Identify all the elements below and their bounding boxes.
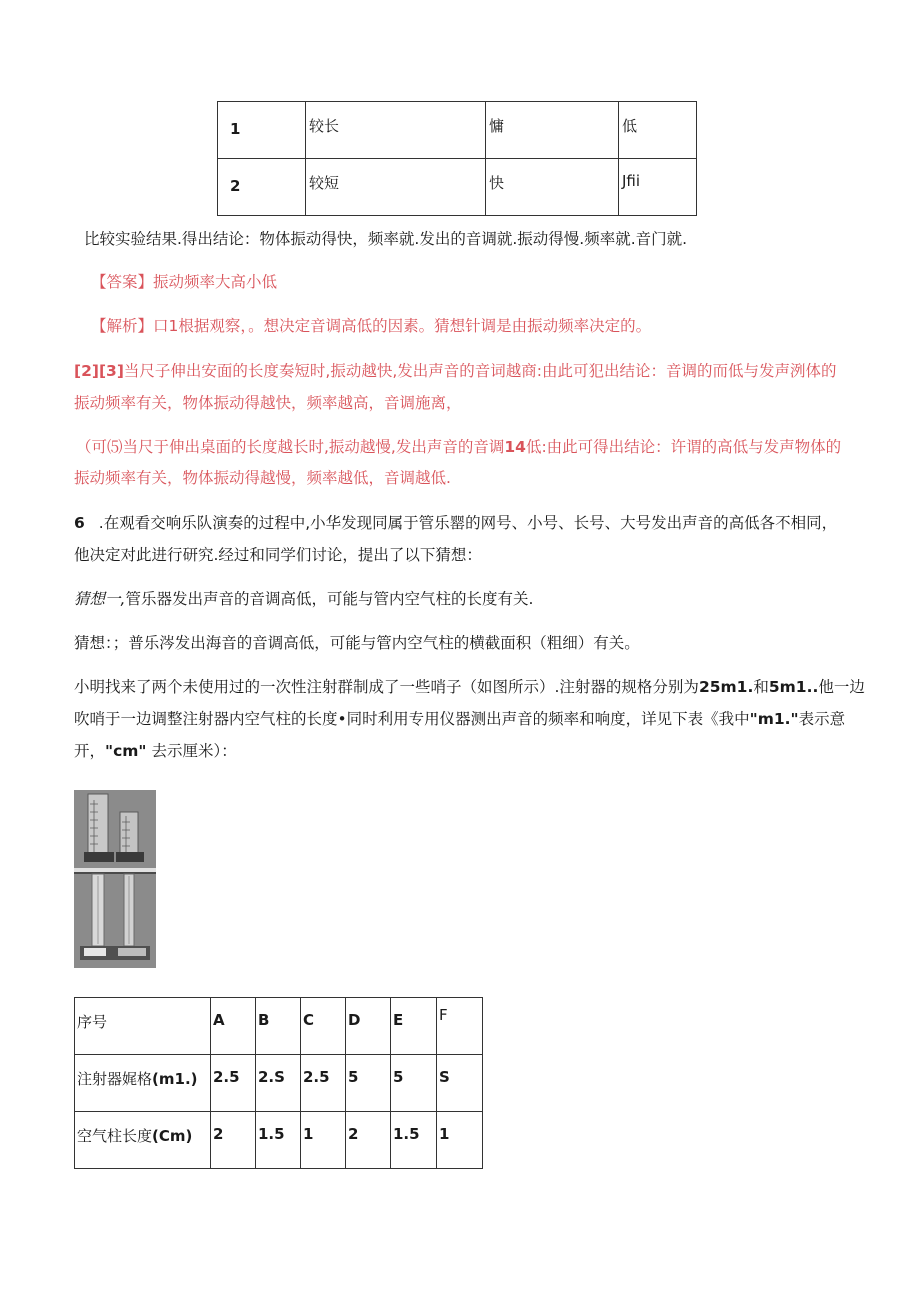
- spec-value: 5: [348, 1068, 359, 1086]
- answer-label: 【答案】: [91, 273, 154, 291]
- analysis-text: 口1根据观察，。想决定音调高低的因素。猜想针调是由振动频率决定的。: [153, 317, 652, 335]
- length-value: 较长: [309, 117, 340, 135]
- table-cell: [346, 1112, 391, 1169]
- table-cell: [391, 1112, 437, 1169]
- analysis-line: [91, 316, 651, 336]
- length-value: 1: [439, 1125, 450, 1143]
- guess-2: 猜想：；普乐涔发出海音的音调高低，可能与管内空气柱的横截面积（粗细）有关。: [74, 634, 640, 652]
- header-index: 序号: [77, 1013, 108, 1031]
- experiment-paragraph-line1: [74, 677, 865, 697]
- table-cell: [346, 1055, 391, 1112]
- syringe-spec-small: 5m1..: [768, 678, 819, 696]
- spec-value: 2.S: [258, 1068, 285, 1086]
- table-cell: [437, 998, 483, 1055]
- length-value: 2: [213, 1125, 224, 1143]
- paragraph-text: 当尺子伸出安面的长度奏短时,振动越快,发出声音的音词越商:由此可犯出结论：音调的而低与发声洌体的: [123, 362, 837, 380]
- label-unit: (m1.): [152, 1070, 198, 1088]
- header-e: E: [393, 1011, 404, 1029]
- syringe-whistle-photo: [74, 790, 156, 968]
- paragraph-number: 14: [504, 438, 526, 456]
- conclusion-text: 比较实验结果.得出结论：物体振动得快，频率就.发出的音调就.振动得慢.频率就.音门就.: [84, 230, 688, 248]
- guess-1: [74, 589, 533, 609]
- header-d: D: [348, 1011, 361, 1029]
- table-cell: [211, 1055, 256, 1112]
- paragraph-text: 去示厘米）：: [146, 742, 237, 760]
- spec-value: 5: [393, 1068, 404, 1086]
- table-cell: [346, 998, 391, 1055]
- answer-text: 振动频率大高小低: [153, 273, 278, 291]
- table-cell: [218, 102, 306, 159]
- table-cell: [391, 998, 437, 1055]
- table-cell: [306, 159, 486, 216]
- ref-marker: [2][3]: [74, 362, 124, 380]
- question-text: .在观看交响乐队演奏的过程中,小华发现同属于管乐罂的网号、小号、长号、大号发出声音的高低各不相同，: [98, 514, 838, 532]
- spec-value: S: [439, 1068, 450, 1086]
- header-c: C: [303, 1011, 315, 1029]
- row-number: 2: [230, 177, 241, 195]
- row-number: 1: [230, 120, 241, 138]
- vibration-speed-value: 慵: [489, 117, 505, 135]
- row-label-spec: [77, 1068, 198, 1089]
- analysis-paragraph-5-line1: [76, 437, 841, 457]
- length-value: 1: [303, 1125, 314, 1143]
- table-header-row: [75, 998, 483, 1055]
- table-cell: [211, 998, 256, 1055]
- analysis-paragraph-2-3-line1: [74, 361, 837, 381]
- header-b: B: [258, 1011, 270, 1029]
- pitch-value: 低: [622, 117, 638, 135]
- header-a: A: [213, 1011, 225, 1029]
- speed-pitch-table: [217, 101, 697, 216]
- table-cell: [75, 998, 211, 1055]
- header-f: F: [439, 1006, 448, 1024]
- length-value: 1.5: [258, 1125, 285, 1143]
- question-6-line1: [74, 513, 837, 533]
- table-cell: [256, 1112, 301, 1169]
- spec-value: 2.5: [303, 1068, 330, 1086]
- table-cell: [391, 1055, 437, 1112]
- paragraph-text: （可⑸当尺于伸出桌面的长度越长时,振动越慢,发出声音的音调: [76, 438, 505, 456]
- paragraph-text: 开，: [74, 742, 106, 760]
- length-value: 1.5: [393, 1125, 420, 1143]
- table-cell: [256, 1055, 301, 1112]
- table-cell: [437, 1055, 483, 1112]
- table-cell: [486, 159, 619, 216]
- unit-cm: "cm": [105, 742, 147, 760]
- row-label-length: [77, 1125, 192, 1146]
- table-cell: [75, 1112, 211, 1169]
- table-cell: [256, 998, 301, 1055]
- paragraph-text: 小明找来了两个未使用过的一次性注射群制成了一些哨子（如图所示）.注射器的规格分别为: [74, 678, 699, 696]
- guess-1-label: 猜想一,: [74, 590, 126, 608]
- question-6-line2: 他决定对此进行研究.经过和同学们讨论，提出了以下猜想：: [74, 546, 482, 564]
- table-cell: [301, 998, 346, 1055]
- length-value: 2: [348, 1125, 359, 1143]
- paragraph-text: 表示意: [798, 710, 846, 728]
- experiment-paragraph-line2: [74, 709, 845, 729]
- table-cell: [619, 159, 697, 216]
- paragraph-text: 低:由此可得出结论：许谓的高低与发声物体的: [525, 438, 842, 456]
- table-cell: [437, 1112, 483, 1169]
- table-row: [75, 1112, 483, 1169]
- question-number: 6: [74, 514, 85, 532]
- label-text: 注射器娓格: [77, 1070, 153, 1088]
- table-row: [75, 1055, 483, 1112]
- table-cell: [218, 159, 306, 216]
- label-text: 空气柱长度: [77, 1127, 153, 1145]
- table-cell: [306, 102, 486, 159]
- syringe-illustration: [74, 790, 156, 968]
- analysis-paragraph-2-3-line2: 振动频率有关，物体振动得越快，频率越高，音调施离，: [74, 394, 462, 412]
- syringe-spec-large: 25m1.: [698, 678, 754, 696]
- table-row: [218, 159, 697, 216]
- length-value: 较短: [309, 174, 340, 192]
- table-row: [218, 102, 697, 159]
- table-cell: [211, 1112, 256, 1169]
- table-cell: [301, 1055, 346, 1112]
- table-cell: [486, 102, 619, 159]
- table-cell: [75, 1055, 211, 1112]
- pitch-value: Jfii: [622, 172, 641, 190]
- vibration-speed-value: 快: [489, 174, 505, 192]
- table-cell: [301, 1112, 346, 1169]
- answer-line: [91, 272, 277, 292]
- paragraph-text: 他一边: [818, 678, 865, 696]
- syringe-data-table: [74, 997, 483, 1169]
- label-unit: (Cm): [152, 1127, 193, 1145]
- paragraph-text: 和: [753, 678, 769, 696]
- unit-ml: "m1.": [749, 710, 799, 728]
- experiment-paragraph-line3: [74, 741, 237, 761]
- table-cell: [619, 102, 697, 159]
- paragraph-text: 吹哨于一边调整注射器内空气柱的长度•同时利用专用仪器测出声音的频率和响度，详见下表《我中: [74, 710, 750, 728]
- spec-value: 2.5: [213, 1068, 240, 1086]
- analysis-label: 【解析】: [91, 317, 154, 335]
- analysis-paragraph-5-line2: 振动频率有关，物体振动得越慢，频率越低，音调越低.: [74, 469, 451, 487]
- guess-1-text: 管乐器发出声音的音调高低，可能与管内空气柱的长度有关.: [125, 590, 534, 608]
